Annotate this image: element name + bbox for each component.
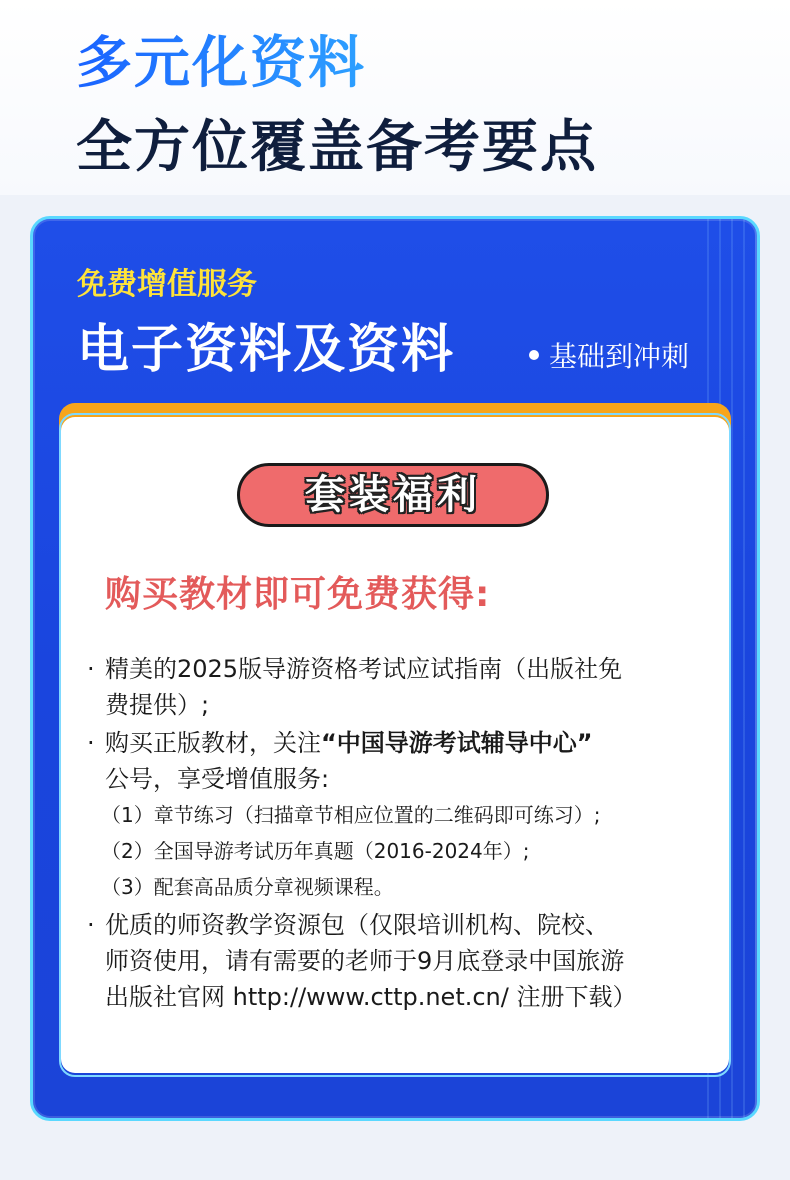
bullet-icon: ·: [87, 911, 95, 939]
sub-item: （2）全国导游考试历年真题（2016-2024年）;: [101, 839, 530, 863]
benefits-headline: 购买教材即可免费获得:: [105, 574, 491, 615]
bullet-icon: ·: [87, 655, 95, 683]
list-item-line: 公号，享受增值服务:: [105, 765, 330, 793]
wechat-account-name: “中国导游考试辅导中心”: [321, 729, 593, 757]
benefits-card: [61, 417, 729, 1073]
list-item: [83, 725, 703, 797]
sub-item: （1）章节练习（扫描章节相应位置的二维码即可练习）;: [101, 803, 601, 827]
list-item-line: 费提供）;: [105, 691, 210, 719]
benefits-list: [83, 651, 703, 1015]
header-section: [0, 0, 790, 195]
list-item-line: 师资使用，请有需要的老师于9月底登录中国旅游: [105, 947, 625, 975]
list-item-line: 出版社官网 http://www.cttp.net.cn/ 注册下载）: [105, 983, 637, 1011]
panel-tag: [529, 337, 689, 377]
panel-tag-label: 基础到冲刺: [549, 340, 690, 373]
panel-subtitle: 免费增值服务: [77, 267, 257, 302]
sub-item: （3）配套高品质分章视频课程。: [101, 875, 394, 899]
list-item-line: [105, 725, 703, 761]
list-item: [83, 651, 703, 723]
dot-icon: [529, 350, 539, 360]
list-item: [83, 907, 703, 1015]
service-panel: [30, 216, 760, 1121]
bullet-icon: ·: [87, 729, 95, 757]
list-item-line: 优质的师资教学资源包（仅限培训机构、院校、: [105, 911, 609, 939]
panel-title: 电子资料及资料: [77, 320, 456, 380]
list-item-text: 购买正版教材，关注: [105, 729, 321, 757]
list-item-line: 精美的2025版导游资格考试应试指南（出版社免: [105, 655, 623, 683]
package-benefits-badge: 套装福利: [237, 463, 549, 527]
header-title-line2: 全方位覆盖备考要点: [76, 115, 598, 180]
header-title-line1: 多元化资料: [76, 28, 366, 100]
